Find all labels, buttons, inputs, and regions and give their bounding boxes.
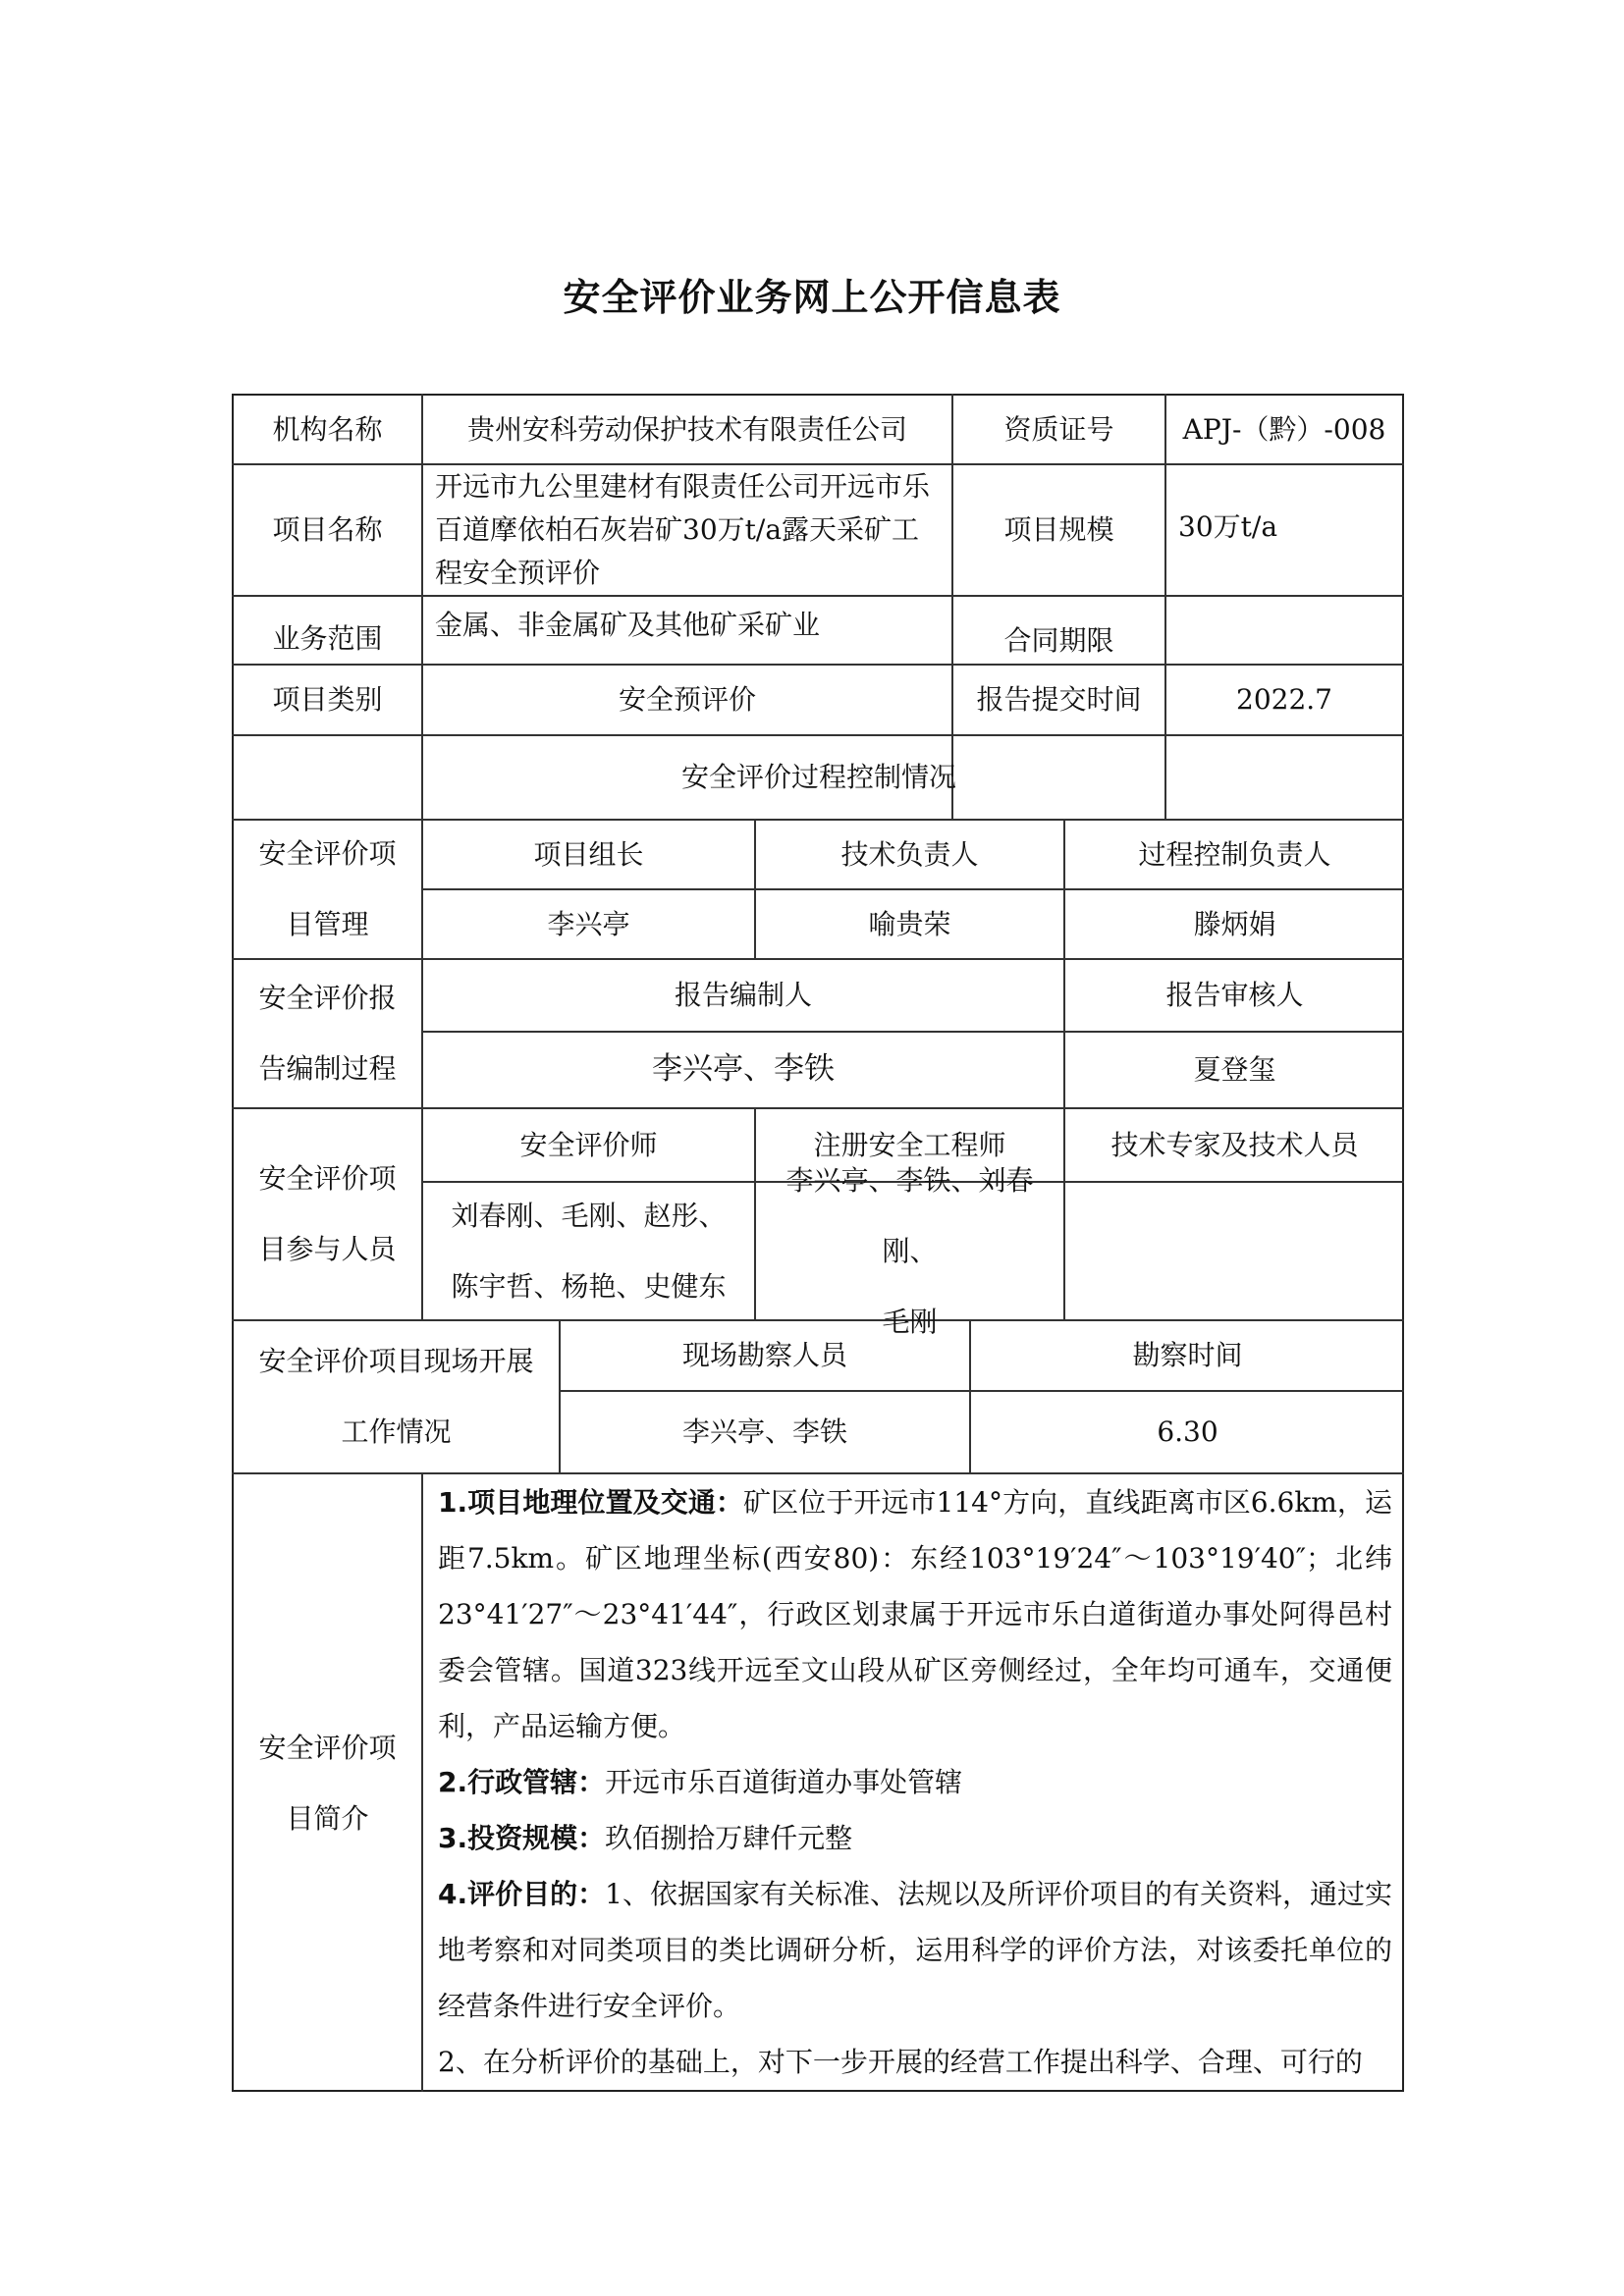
intro-body: 2、在分析评价的基础上，对下一步开展的经营工作提出科学、合理、可行的 [438,2046,1363,2078]
auditor-header: 报告审核人 [1165,979,1304,1012]
engineer-line: 毛刚 [882,1305,938,1338]
engineer-header: 注册安全工程师 [813,1128,1006,1161]
intro-paragraph [438,1474,1392,1754]
category-label: 项目类别 [272,683,383,717]
intro-body: 开远市乐百道街道办事处管辖 [605,1766,963,1798]
report-label [234,960,421,1107]
project-value: 开远市九公里建材有限责任公司开远市乐百道摩依柏石灰岩矿30万t/a露天采矿工程安全预评价 [435,470,931,589]
staff-label-line: 安全评价项 [258,1162,397,1195]
cert-label: 资质证号 [1003,412,1114,446]
survey-time-value: 6.30 [1157,1415,1218,1449]
ctrl-value: 滕炳娟 [1193,907,1276,940]
cert-value: APJ-（黔）-008 [1182,412,1386,446]
auditor-value: 夏登玺 [1193,1053,1276,1087]
intro-body: 玖佰捌拾万肆仟元整 [605,1822,853,1854]
assessor-value [423,1183,754,1319]
submit-value: 2022.7 [1236,683,1332,717]
intro-label-line: 安全评价项 [258,1731,397,1764]
engineer-value [756,1163,1063,1338]
scale-value: 30万t/a [1178,510,1278,543]
survey-time-header: 勘察时间 [1132,1339,1243,1372]
scope-label: 业务范围 [272,622,383,656]
report-label-line: 告编制过程 [258,1052,397,1085]
writer-value: 李兴亭、李铁 [652,1051,835,1088]
contract-value [1166,597,1402,664]
intro-text [438,1474,1392,2090]
expert-header: 技术专家及技术人员 [1110,1128,1359,1161]
site-label [234,1321,559,1472]
staff-label [234,1109,421,1319]
assessor-header: 安全评价师 [519,1128,658,1161]
writer-header: 报告编制人 [674,979,812,1012]
intro-paragraph [438,1754,1392,1810]
intro-paragraph [438,1810,1392,1866]
intro-paragraph [438,1866,1392,2034]
intro-heading: 2.行政管辖： [438,1766,606,1798]
site-label-line: 安全评价项目现场开展 [258,1345,534,1377]
mgmt-label [234,821,421,958]
assessor-line: 刘春刚、毛刚、赵彤、 [451,1199,727,1232]
surveyor-value: 李兴亭、李铁 [681,1415,847,1449]
mgmt-label-line: 安全评价项 [258,837,397,870]
leader-header: 项目组长 [533,837,644,871]
project-label: 项目名称 [272,513,383,547]
org-label: 机构名称 [272,412,383,446]
ctrl-header: 过程控制负责人 [1138,837,1331,871]
engineer-line: 李兴亭、李铁、刘春刚、 [785,1163,1034,1267]
page-title: 安全评价业务网上公开信息表 [563,276,1061,319]
intro-paragraph [438,2034,1392,2090]
intro-label-line: 目简介 [286,1801,369,1835]
tech-header: 技术负责人 [840,837,979,871]
report-label-line: 安全评价报 [258,982,397,1014]
tech-value: 喻贵荣 [868,907,951,940]
intro-body: 矿区位于开远市114°方向，直线距离市区6.6km，运距7.5km。矿区地理坐标(西安80)：东经103°19′24″～103°19′40″；北纬23°41′27″～23°41′44″，行政区划隶属于开远市乐白道街道办事处阿得邑村委会管辖。国道323线开远至文山段从矿区旁侧经过，全年均可通车，交通便利，产品运输方便。 [438,1486,1392,1742]
intro-body: 1、依据国家有关标准、法规以及所评价项目的有关资料，通过实地考察和对同类项目的类比调研分析，运用科学的评价方法，对该委托单位的经营条件进行安全评价。 [438,1878,1392,2022]
leader-value: 李兴亭 [547,907,630,940]
contract-label: 合同期限 [1003,624,1114,658]
submit-label: 报告提交时间 [976,683,1142,717]
org-value: 贵州安科劳动保护技术有限责任公司 [466,412,907,446]
scale-label: 项目规模 [1003,513,1114,547]
assessor-line: 陈宇哲、杨艳、史健东 [451,1269,727,1303]
scope-value: 金属、非金属矿及其他矿采矿业 [435,609,821,641]
category-value: 安全预评价 [618,683,756,717]
intro-heading: 3.投资规模： [438,1822,606,1854]
expert-value [1065,1183,1404,1319]
intro-heading: 1.项目地理位置及交通： [438,1486,743,1519]
site-label-line: 工作情况 [341,1415,452,1448]
intro-label [234,1474,421,2092]
mgmt-label-line: 目管理 [286,908,369,940]
surveyor-header: 现场勘察人员 [681,1339,847,1372]
intro-heading: 4.评价目的： [438,1878,606,1910]
section-title: 安全评价过程控制情况 [680,761,956,794]
staff-label-line: 目参与人员 [258,1233,397,1265]
col-divider [421,1472,423,2092]
